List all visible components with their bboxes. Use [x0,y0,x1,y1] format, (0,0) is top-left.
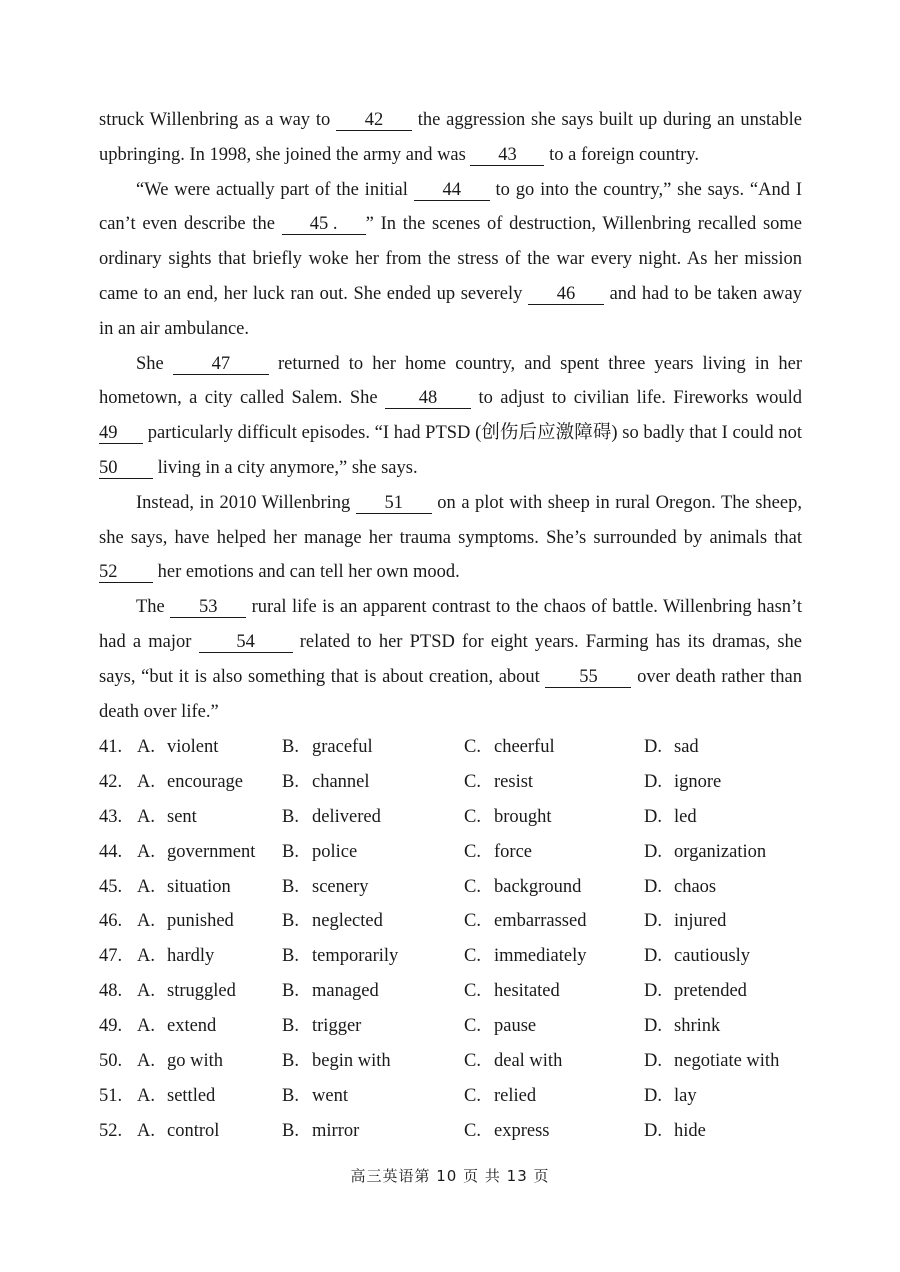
option-letter: A. [137,1051,155,1072]
option-d [644,1079,697,1114]
option-d [644,939,750,974]
question-row [99,730,802,765]
option-text: sent [167,806,197,827]
blank-55: 55 [545,667,631,688]
option-letter: D. [644,737,662,757]
option-text: control [167,1120,220,1141]
option-letter: B. [282,806,299,827]
passage [99,103,802,729]
question-number: 48. [99,981,123,1002]
option-letter: C. [464,981,481,1002]
option-d [644,904,726,939]
option-text: cautiously [674,946,751,967]
paragraph-4: Instead, in 2010 Willenbring 51 on a plot with sheep in rural Oregon. The sheep, she says, have helped her manage her trauma symptoms. She’s surrounded by animals that 52 her emotions and can tell her own mood. [99,492,802,583]
option-letter: D. [644,946,662,967]
option-text: negotiate with [674,1051,780,1072]
option-d [644,765,721,800]
option-c [464,730,555,765]
blank-47: 47 [173,354,269,375]
option-text: neglected [312,911,383,932]
option-text: trigger [312,1016,362,1037]
option-text: resist [494,771,534,792]
option-text: police [312,841,358,862]
option-b [282,904,383,939]
paragraph-5: The 53 rural life is an apparent contrast to the chaos of battle. Willenbring hasn’t had a major 54 related to her PTSD for eight years. Farming has its dramas, she says, “but it is also something that is about creation, about 55 over death rather than death over life.” [99,597,802,722]
option-c [464,870,581,905]
blank-49: 49 [99,423,143,444]
option-letter: C. [464,911,481,932]
option-text: injured [674,911,727,932]
option-text: graceful [312,737,373,757]
option-letter: D. [644,1085,662,1106]
option-d [644,870,716,905]
option-letter: B. [282,981,299,1002]
question-row [99,870,802,905]
option-c [464,1009,536,1044]
option-text: violent [167,737,219,757]
paragraph-1: struck Willenbring as a way to 42 the aggression she says built up during an unstable upbringing. In 1998, she joined the army and was 43 to a foreign country. [99,110,802,165]
option-text: channel [312,771,370,792]
option-a [137,939,214,974]
option-text: force [494,841,532,862]
question-row [99,974,802,1009]
question-row [99,1079,802,1114]
option-b [282,974,379,1009]
option-letter: D. [644,876,662,897]
option-a [137,835,255,870]
option-letter: A. [137,771,155,792]
option-letter: B. [282,737,299,757]
answer-options [99,730,802,1149]
option-c [464,974,560,1009]
option-a [137,765,243,800]
option-b [282,1114,359,1149]
option-text: organization [674,841,767,862]
option-text: background [494,876,582,897]
option-text: government [167,841,256,862]
blank-53: 53 [170,597,246,618]
option-letter: C. [464,876,481,897]
blank-52: 52 [99,562,153,583]
option-text: cheerful [494,737,555,757]
option-letter: C. [464,737,481,757]
question-number: 51. [99,1085,123,1106]
option-text: lay [674,1085,697,1106]
option-text: temporarily [312,946,399,967]
option-text: hide [674,1120,706,1141]
option-b [282,939,398,974]
option-d [644,730,699,765]
option-letter: D. [644,911,662,932]
question-number: 46. [99,911,123,932]
blank-51: 51 [356,493,432,514]
option-text: extend [167,1016,217,1037]
option-letter: B. [282,1085,299,1106]
option-letter: A. [137,1016,155,1037]
option-text: led [674,806,697,827]
option-letter: A. [137,841,155,862]
option-text: encourage [167,771,244,792]
option-letter: D. [644,1120,662,1141]
option-c [464,939,586,974]
option-c [464,1044,562,1079]
option-text: punished [167,911,234,932]
option-b [282,1044,391,1079]
blank-48: 48 [385,388,471,409]
option-c [464,1079,536,1114]
question-row [99,1009,802,1044]
option-b [282,730,373,765]
question-number: 52. [99,1120,123,1141]
option-letter: D. [644,1016,662,1037]
option-d [644,800,697,835]
option-text: settled [167,1085,216,1106]
option-text: hesitated [494,981,560,1002]
option-c [464,765,533,800]
option-letter: C. [464,1085,481,1106]
option-d [644,1114,706,1149]
option-c [464,1114,549,1149]
option-text: immediately [494,946,587,967]
option-text: go with [167,1051,224,1072]
option-letter: D. [644,1051,662,1072]
option-text: pause [494,1016,537,1037]
option-letter: B. [282,841,299,862]
option-letter: A. [137,1120,155,1141]
option-text: sad [674,737,699,757]
option-letter: D. [644,806,662,827]
option-d [644,974,747,1009]
question-row [99,904,802,939]
option-letter: A. [137,1085,155,1106]
option-a [137,1044,223,1079]
question-number: 47. [99,946,123,967]
option-text: express [494,1120,550,1141]
option-text: relied [494,1085,537,1106]
option-text: hardly [167,946,215,967]
question-number: 41. [99,737,123,757]
paragraph-3: She 47 returned to her home country, and spent three years living in her hometown, a city called Salem. She 48 to adjust to civilian life. Fireworks would 49 particularly difficult episodes. “I had PTSD (创伤后应激障碍) so badly that I could not 50 living in a city anymore,” she says. [99,353,802,478]
blank-45: 45 . [282,214,366,235]
option-letter: A. [137,981,155,1002]
option-letter: B. [282,771,299,792]
question-row [99,1114,802,1149]
blank-46: 46 [528,284,604,305]
blank-42: 42 [336,110,412,131]
option-a [137,1009,216,1044]
question-number: 50. [99,1051,123,1072]
option-a [137,1114,219,1149]
option-letter: B. [282,1120,299,1141]
option-letter: C. [464,841,481,862]
option-letter: C. [464,1051,481,1072]
option-letter: C. [464,1016,481,1037]
option-letter: C. [464,806,481,827]
option-text: struggled [167,981,236,1002]
page-footer: 高三英语第 10 页 共 13 页 [350,1167,550,1185]
question-row [99,835,802,870]
question-row [99,1044,802,1079]
question-row [99,800,802,835]
option-b [282,1079,348,1114]
option-letter: A. [137,946,155,967]
option-letter: B. [282,946,299,967]
option-letter: C. [464,1120,481,1141]
option-text: pretended [674,981,747,1002]
option-a [137,974,236,1009]
question-number: 43. [99,806,123,827]
option-letter: A. [137,911,155,932]
paragraph-2: “We were actually part of the initial 44 to go into the country,” she says. “And I can’t even describe the 45 . ” In the scenes of destruction, Willenbring recalled some ordinary sights that briefly woke her from the stress of the war every night. As her mission came to an end, her luck ran out. She ended up severely 46 and had to be taken away in an air ambulance. [99,179,803,339]
option-b [282,1009,361,1044]
question-number: 44. [99,841,123,862]
blank-54: 54 [199,632,293,653]
option-a [137,870,231,905]
option-a [137,904,234,939]
option-b [282,870,369,905]
option-c [464,800,552,835]
option-b [282,765,370,800]
option-text: shrink [674,1016,721,1037]
question-row [99,939,802,974]
option-d [644,835,766,870]
question-number: 42. [99,771,123,792]
option-letter: B. [282,876,299,897]
option-c [464,904,586,939]
option-letter: D. [644,981,662,1002]
option-text: brought [494,806,552,827]
option-a [137,800,197,835]
option-letter: A. [137,806,155,827]
option-text: delivered [312,806,381,827]
option-letter: A. [137,876,155,897]
option-letter: D. [644,841,662,862]
question-row [99,765,802,800]
option-text: embarrassed [494,911,587,932]
option-text: went [312,1085,348,1106]
option-b [282,800,381,835]
blank-44: 44 [414,180,490,201]
option-letter: D. [644,771,662,792]
option-letter: B. [282,1051,299,1072]
option-text: scenery [312,876,369,897]
option-letter: C. [464,946,481,967]
option-letter: C. [464,771,481,792]
option-text: ignore [674,771,722,792]
option-letter: A. [137,737,155,757]
option-b [282,835,357,870]
option-text: mirror [312,1120,360,1141]
option-a [137,1079,215,1114]
option-letter: B. [282,911,299,932]
question-number: 45. [99,876,123,897]
option-d [644,1044,779,1079]
blank-43: 43 [470,145,544,166]
option-text: chaos [674,876,717,897]
option-d [644,1009,720,1044]
option-text: managed [312,981,379,1002]
option-letter: B. [282,1016,299,1037]
option-text: situation [167,876,231,897]
blank-50: 50 [99,458,153,479]
option-a [137,730,218,765]
option-text: begin with [312,1051,391,1072]
option-c [464,835,532,870]
option-text: deal with [494,1051,563,1072]
question-number: 49. [99,1016,123,1037]
